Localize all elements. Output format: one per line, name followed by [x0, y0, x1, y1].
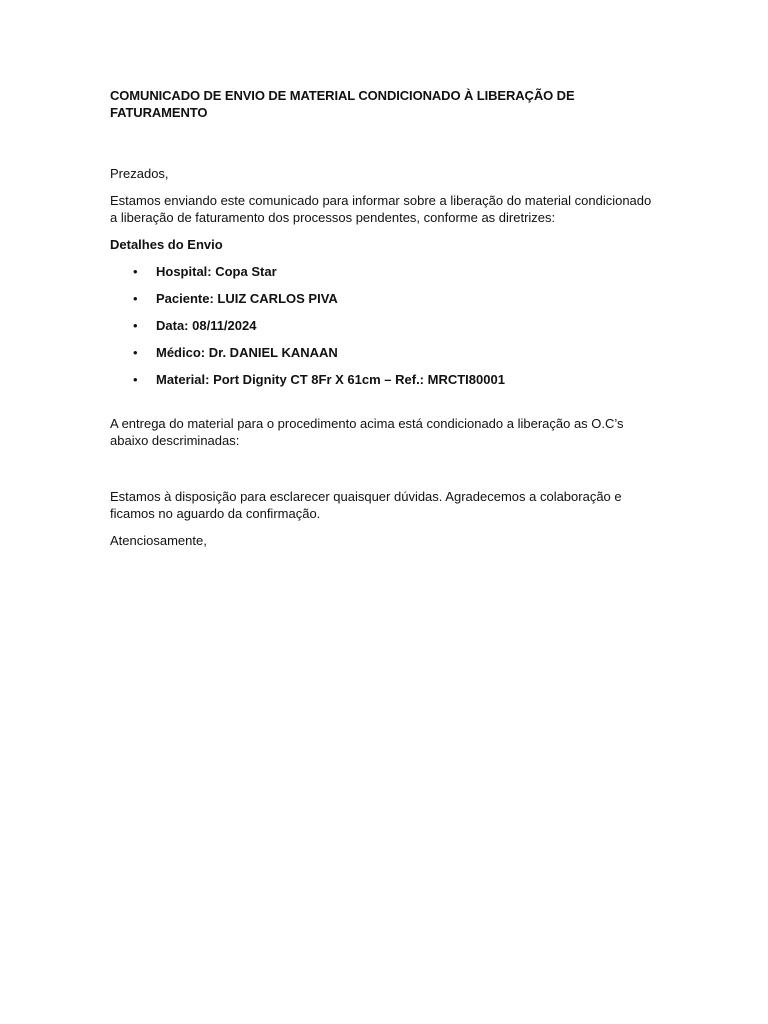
bullet-icon: • [133, 318, 138, 333]
document-title: COMUNICADO DE ENVIO DE MATERIAL CONDICIONADO À LIBERAÇÃO DE FATURAMENTO [110, 88, 575, 120]
signoff: Atenciosamente, [110, 533, 207, 548]
bullet-icon: • [133, 372, 138, 387]
detail-text: Hospital: Copa Star [156, 264, 277, 279]
detail-material [110, 371, 662, 388]
detail-text: Paciente: LUIZ CARLOS PIVA [156, 291, 338, 306]
bullet-icon: • [133, 264, 138, 279]
intro-paragraph: Estamos enviando este comunicado para informar sobre a liberação do material condicionado a liberação de faturamento dos processos pendentes, conforme as diretrizes: [110, 193, 652, 225]
greeting: Prezados, [110, 166, 169, 181]
details-list [110, 263, 662, 388]
detail-patient [110, 290, 662, 307]
detail-doctor [110, 344, 662, 361]
detail-hospital [110, 263, 662, 280]
detail-date [110, 317, 662, 334]
detail-text: Material: Port Dignity CT 8Fr X 61cm – Ref.: MRCTI80001 [156, 372, 505, 387]
detail-text: Data: 08/11/2024 [156, 318, 257, 333]
bullet-icon: • [133, 291, 138, 306]
details-heading: Detalhes do Envio [110, 237, 223, 252]
detail-text: Médico: Dr. DANIEL KANAAN [156, 345, 338, 360]
closing-paragraph: Estamos à disposição para esclarecer quaisquer dúvidas. Agradecemos a colaboração e ficamos no aguardo da confirmação. [110, 489, 622, 521]
document-page [110, 87, 662, 549]
bullet-icon: • [133, 345, 138, 360]
delivery-note: A entrega do material para o procedimento acima está condicionado a liberação as O.C’s abaixo descriminadas: [110, 416, 624, 448]
